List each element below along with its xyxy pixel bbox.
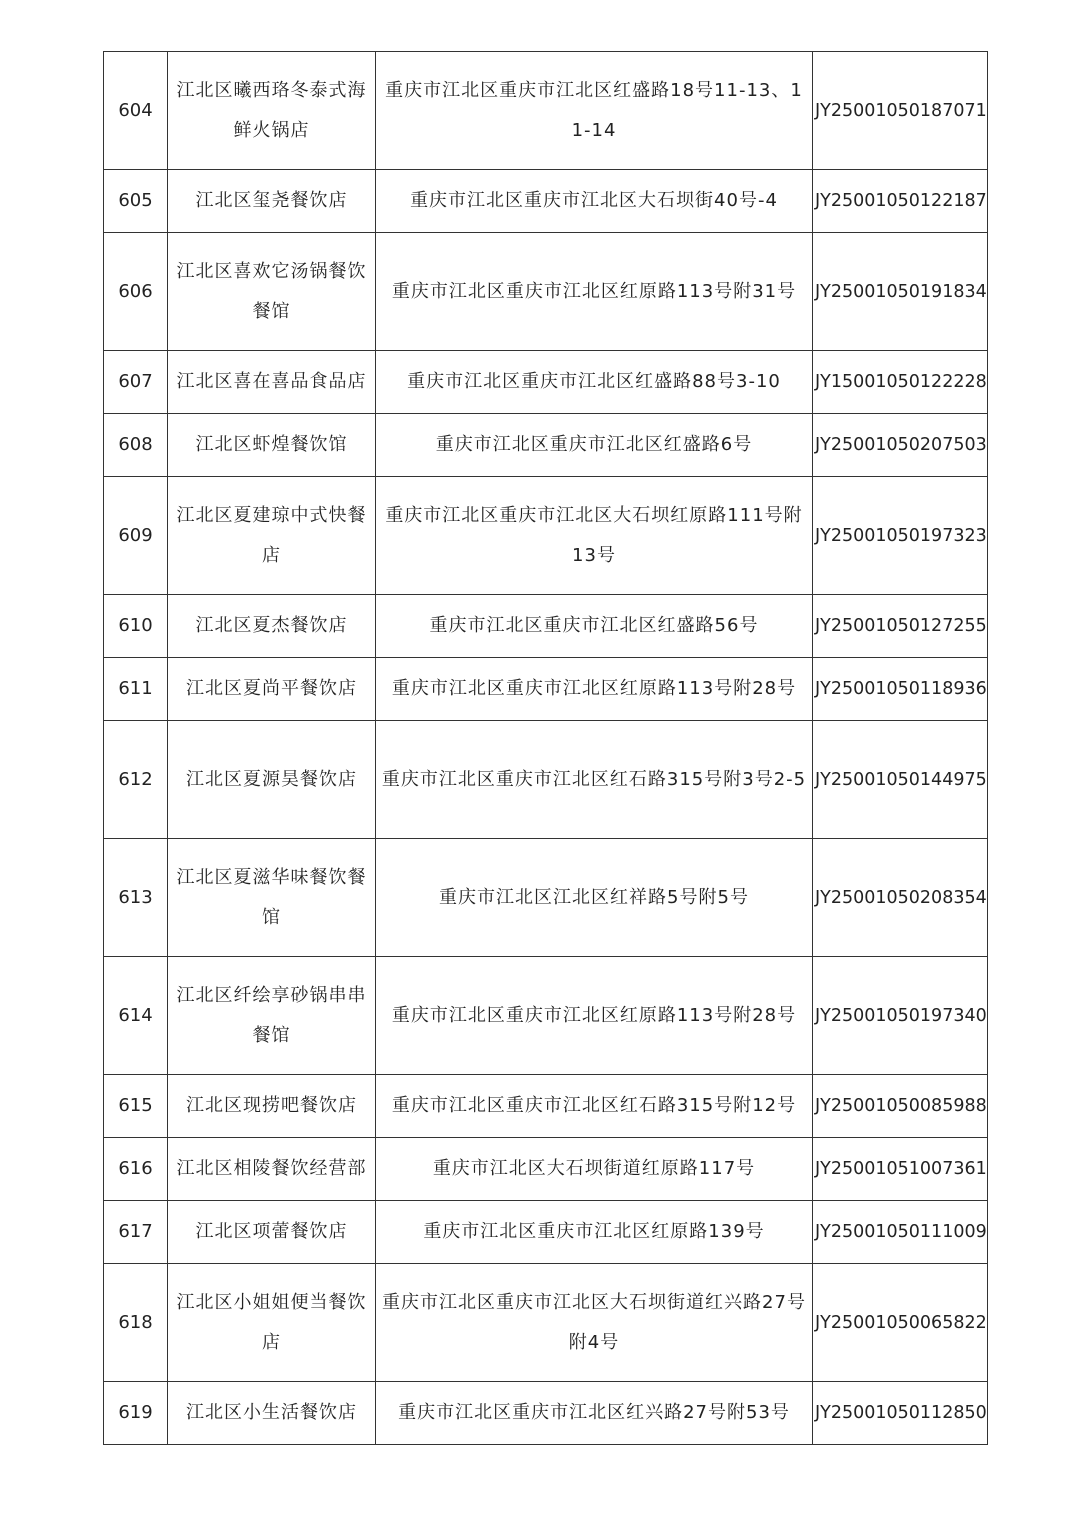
table-row [104, 233, 988, 351]
table-row [104, 1201, 988, 1264]
business-name: 江北区夏建琼中式快餐店 [168, 477, 376, 595]
business-address: 重庆市江北区重庆市江北区红盛路56号 [376, 595, 813, 658]
license-number: JY25001050197323 [813, 477, 988, 595]
table-row [104, 957, 988, 1075]
business-address: 重庆市江北区重庆市江北区红原路113号附28号 [376, 658, 813, 721]
business-address: 重庆市江北区重庆市江北区红兴路27号附53号 [376, 1382, 813, 1445]
row-number: 615 [104, 1075, 168, 1138]
business-address: 重庆市江北区大石坝街道红原路117号 [376, 1138, 813, 1201]
table-row [104, 1138, 988, 1201]
business-address: 重庆市江北区重庆市江北区红盛路6号 [376, 414, 813, 477]
business-name: 江北区玺尧餐饮店 [168, 170, 376, 233]
business-name: 江北区夏源昊餐饮店 [168, 721, 376, 839]
license-number: JY25001050112850 [813, 1382, 988, 1445]
document-page [103, 51, 987, 1445]
license-number: JY25001050187071 [813, 52, 988, 170]
business-name: 江北区虾煌餐饮馆 [168, 414, 376, 477]
license-number: JY25001050122187 [813, 170, 988, 233]
license-number: JY25001050065822 [813, 1264, 988, 1382]
license-number: JY25001051007361 [813, 1138, 988, 1201]
table-row [104, 477, 988, 595]
license-number: JY25001050208354 [813, 839, 988, 957]
license-number: JY25001050118936 [813, 658, 988, 721]
row-number: 611 [104, 658, 168, 721]
business-name: 江北区夏杰餐饮店 [168, 595, 376, 658]
license-number: JY25001050191834 [813, 233, 988, 351]
row-number: 616 [104, 1138, 168, 1201]
row-number: 612 [104, 721, 168, 839]
row-number: 617 [104, 1201, 168, 1264]
row-number: 609 [104, 477, 168, 595]
license-number: JY15001050122228 [813, 351, 988, 414]
licensee-table [103, 51, 988, 1445]
business-address: 重庆市江北区重庆市江北区红盛路18号11-13、11-14 [376, 52, 813, 170]
business-address: 重庆市江北区重庆市江北区红原路139号 [376, 1201, 813, 1264]
business-name: 江北区夏尚平餐饮店 [168, 658, 376, 721]
business-address: 重庆市江北区重庆市江北区红石路315号附12号 [376, 1075, 813, 1138]
business-address: 重庆市江北区江北区红祥路5号附5号 [376, 839, 813, 957]
business-address: 重庆市江北区重庆市江北区红原路113号附31号 [376, 233, 813, 351]
table-row [104, 351, 988, 414]
row-number: 606 [104, 233, 168, 351]
business-name: 江北区现捞吧餐饮店 [168, 1075, 376, 1138]
license-number: JY25001050111009 [813, 1201, 988, 1264]
row-number: 610 [104, 595, 168, 658]
row-number: 607 [104, 351, 168, 414]
business-address: 重庆市江北区重庆市江北区大石坝红原路111号附13号 [376, 477, 813, 595]
table-row [104, 1075, 988, 1138]
business-name: 江北区小姐姐便当餐饮店 [168, 1264, 376, 1382]
business-name: 江北区夏滋华味餐饮餐馆 [168, 839, 376, 957]
license-number: JY25001050207503 [813, 414, 988, 477]
business-name: 江北区纤绘享砂锅串串餐馆 [168, 957, 376, 1075]
license-number: JY25001050085988 [813, 1075, 988, 1138]
row-number: 604 [104, 52, 168, 170]
row-number: 619 [104, 1382, 168, 1445]
business-name: 江北区相陵餐饮经营部 [168, 1138, 376, 1201]
license-number: JY25001050127255 [813, 595, 988, 658]
row-number: 614 [104, 957, 168, 1075]
business-name: 江北区项蕾餐饮店 [168, 1201, 376, 1264]
license-number: JY25001050197340 [813, 957, 988, 1075]
table-row [104, 595, 988, 658]
table-row [104, 721, 988, 839]
business-address: 重庆市江北区重庆市江北区大石坝街40号-4 [376, 170, 813, 233]
business-name: 江北区喜在喜品食品店 [168, 351, 376, 414]
table-row [104, 1264, 988, 1382]
table-row [104, 658, 988, 721]
business-address: 重庆市江北区重庆市江北区红盛路88号3-10 [376, 351, 813, 414]
row-number: 605 [104, 170, 168, 233]
business-name: 江北区曦西珞冬泰式海鲜火锅店 [168, 52, 376, 170]
table-row [104, 170, 988, 233]
business-address: 重庆市江北区重庆市江北区红原路113号附28号 [376, 957, 813, 1075]
row-number: 618 [104, 1264, 168, 1382]
business-name: 江北区喜欢它汤锅餐饮餐馆 [168, 233, 376, 351]
row-number: 613 [104, 839, 168, 957]
license-number: JY25001050144975 [813, 721, 988, 839]
table-row [104, 414, 988, 477]
table-row [104, 52, 988, 170]
row-number: 608 [104, 414, 168, 477]
business-name: 江北区小生活餐饮店 [168, 1382, 376, 1445]
business-address: 重庆市江北区重庆市江北区红石路315号附3号2-5 [376, 721, 813, 839]
table-row [104, 1382, 988, 1445]
business-address: 重庆市江北区重庆市江北区大石坝街道红兴路27号附4号 [376, 1264, 813, 1382]
table-row [104, 839, 988, 957]
